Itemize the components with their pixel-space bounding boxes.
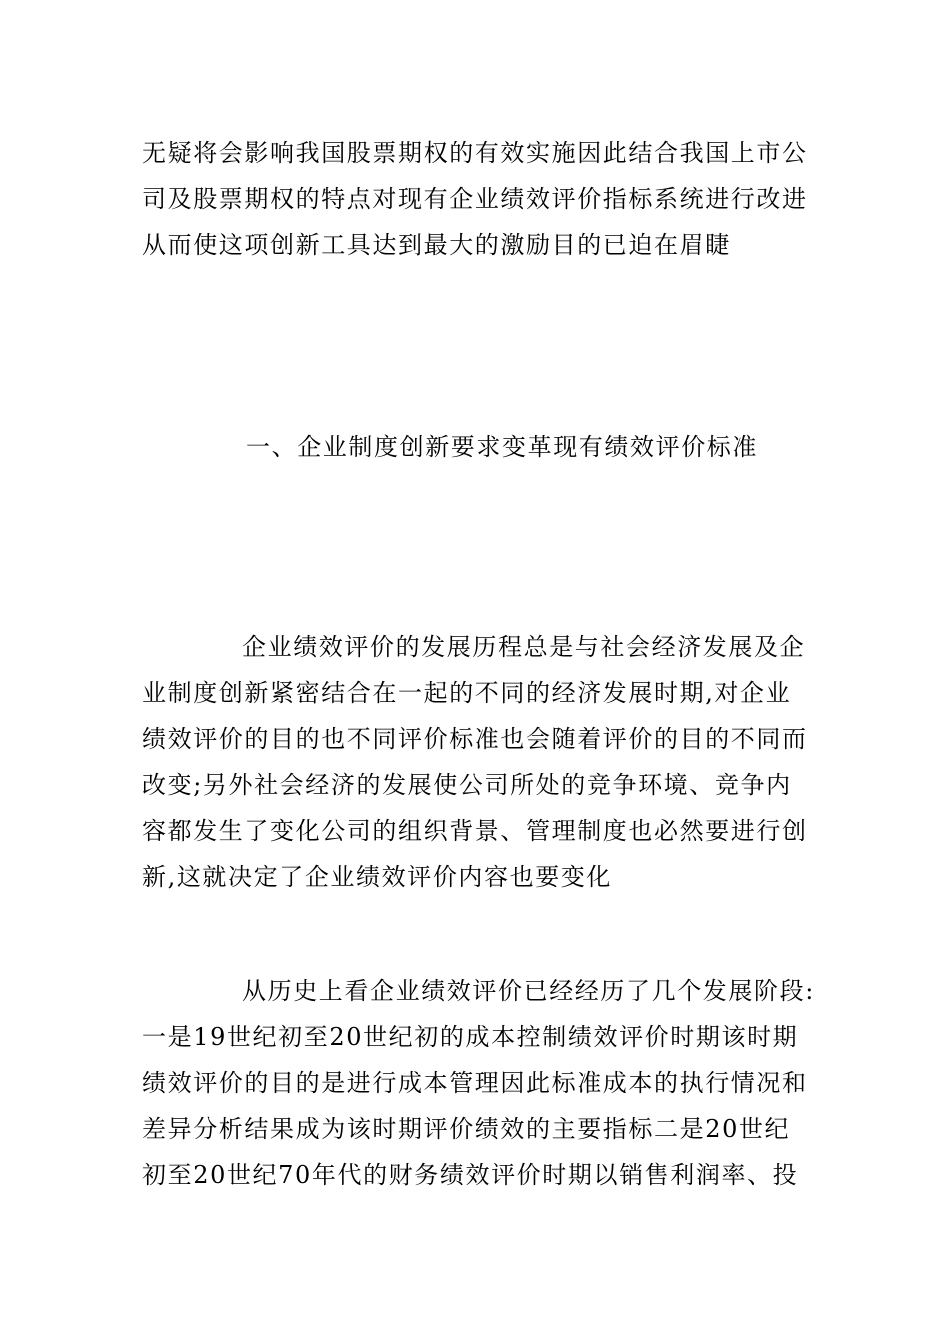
text-line: 绩效评价的目的是进行成本管理因此标准成本的执行情况和 xyxy=(142,1069,808,1097)
text-line: 差异分析结果成为该时期评价绩效的主要指标二是20世纪 xyxy=(142,1115,791,1143)
text-line: 企业绩效评价的发展历程总是与社会经济发展及企 xyxy=(242,633,806,661)
text-line: 从历史上看企业绩效评价已经经历了几个发展阶段: xyxy=(242,977,815,1005)
paragraph-historical-stages xyxy=(142,968,814,1198)
text-line: 从而使这项创新工具达到最大的激励目的已迫在眉睫 xyxy=(142,231,731,259)
text-line: 业制度创新紧密结合在一起的不同的经济发展时期,对企业 xyxy=(142,679,792,707)
text-line: 绩效评价的目的也不同评价标准也会随着评价的目的不同而 xyxy=(142,725,808,753)
text-line: 司及股票期权的特点对现有企业绩效评价指标系统进行改进 xyxy=(142,185,808,213)
text-line: 容都发生了变化公司的组织背景、管理制度也必然要进行创 xyxy=(142,817,808,845)
text-line: 无疑将会影响我国股票期权的有效实施因此结合我国上市公 xyxy=(142,139,808,167)
text-line: 初至20世纪70年代的财务绩效评价时期以销售利润率、投 xyxy=(142,1161,799,1189)
text-line: 改变;另外社会经济的发展使公司所处的竞争环境、竞争内 xyxy=(142,771,792,799)
paragraph-development-history xyxy=(142,624,814,900)
text-line: 新,这就决定了企业绩效评价内容也要变化 xyxy=(142,863,613,891)
section-heading: 一、企业制度创新要求变革现有绩效评价标准 xyxy=(246,433,758,461)
text-line: 一是19世纪初至20世纪初的成本控制绩效评价时期该时期 xyxy=(142,1023,799,1051)
paragraph-continued xyxy=(142,130,814,268)
